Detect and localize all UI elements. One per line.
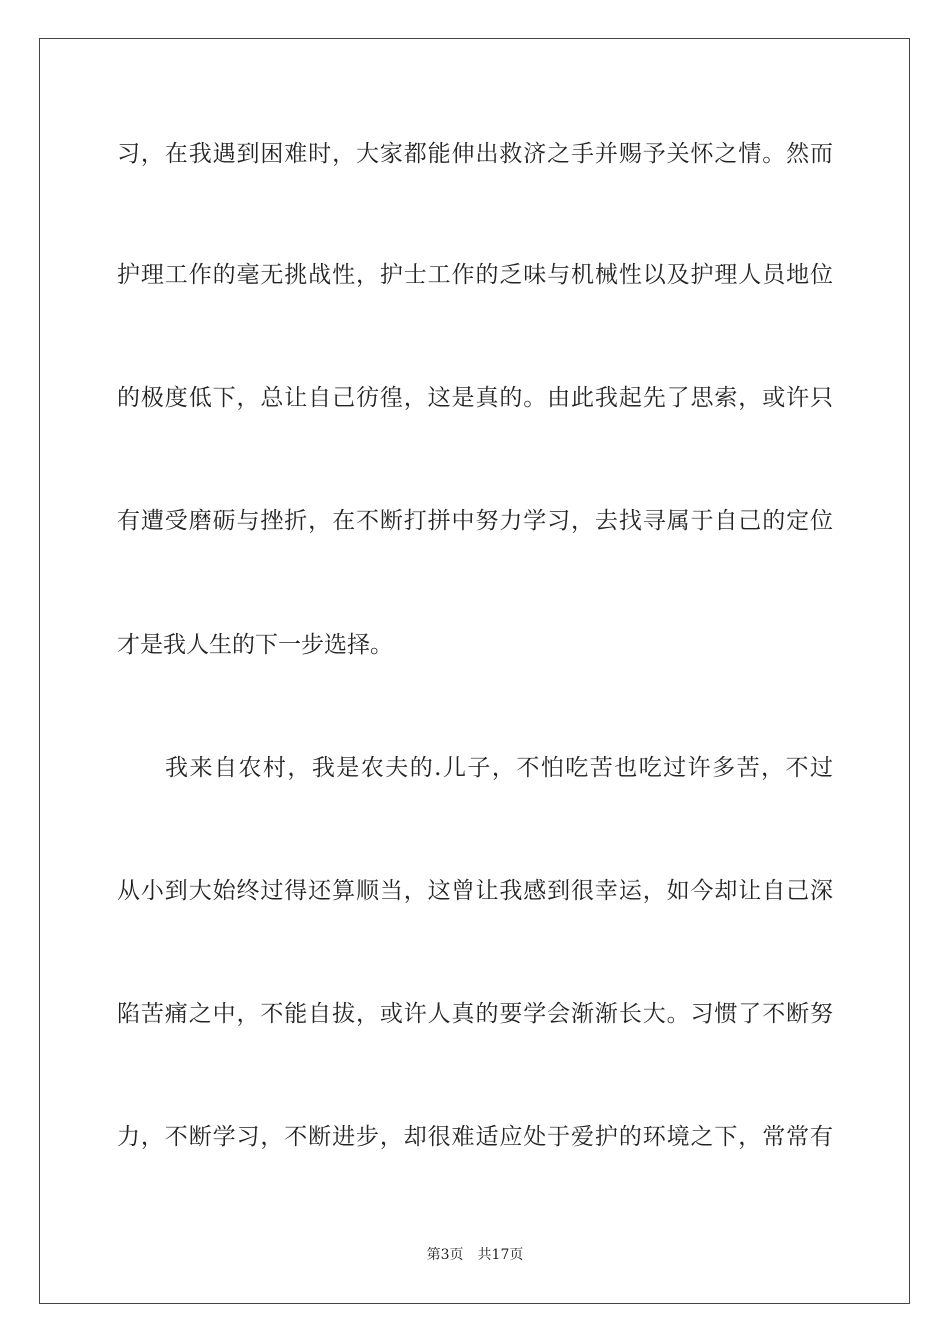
text-line-9: 力，不断学习，不断进步，却很难适应处于爱护的环境之下，常常有 bbox=[117, 1124, 833, 1150]
page-footer bbox=[0, 1246, 950, 1264]
text-line-4: 有遭受磨砺与挫折，在不断打拼中努力学习，去找寻属于自己的定位 bbox=[117, 508, 833, 534]
page-frame bbox=[39, 38, 910, 1304]
page-number: 第3页 bbox=[426, 1247, 464, 1263]
text-line-2: 护理工作的毫无挑战性，护士工作的乏味与机械性以及护理人员地位 bbox=[117, 262, 833, 288]
text-line-7: 从小到大始终过得还算顺当，这曾让我感到很幸运，如今却让自己深 bbox=[117, 878, 833, 904]
text-line-1: 习，在我遇到困难时，大家都能伸出救济之手并赐予关怀之情。然而 bbox=[117, 141, 833, 167]
text-line-5: 才是我人生的下一步选择。 bbox=[117, 632, 393, 658]
text-line-8: 陷苦痛之中，不能自拔，或许人真的要学会渐渐长大。习惯了不断努 bbox=[117, 1001, 833, 1027]
page-total: 共17页 bbox=[477, 1247, 524, 1263]
text-line-6: 我来自农村，我是农夫的.儿子，不怕吃苦也吃过许多苦，不过 bbox=[165, 755, 833, 781]
text-line-3: 的极度低下，总让自己彷徨，这是真的。由此我起先了思索，或许只 bbox=[117, 385, 833, 411]
